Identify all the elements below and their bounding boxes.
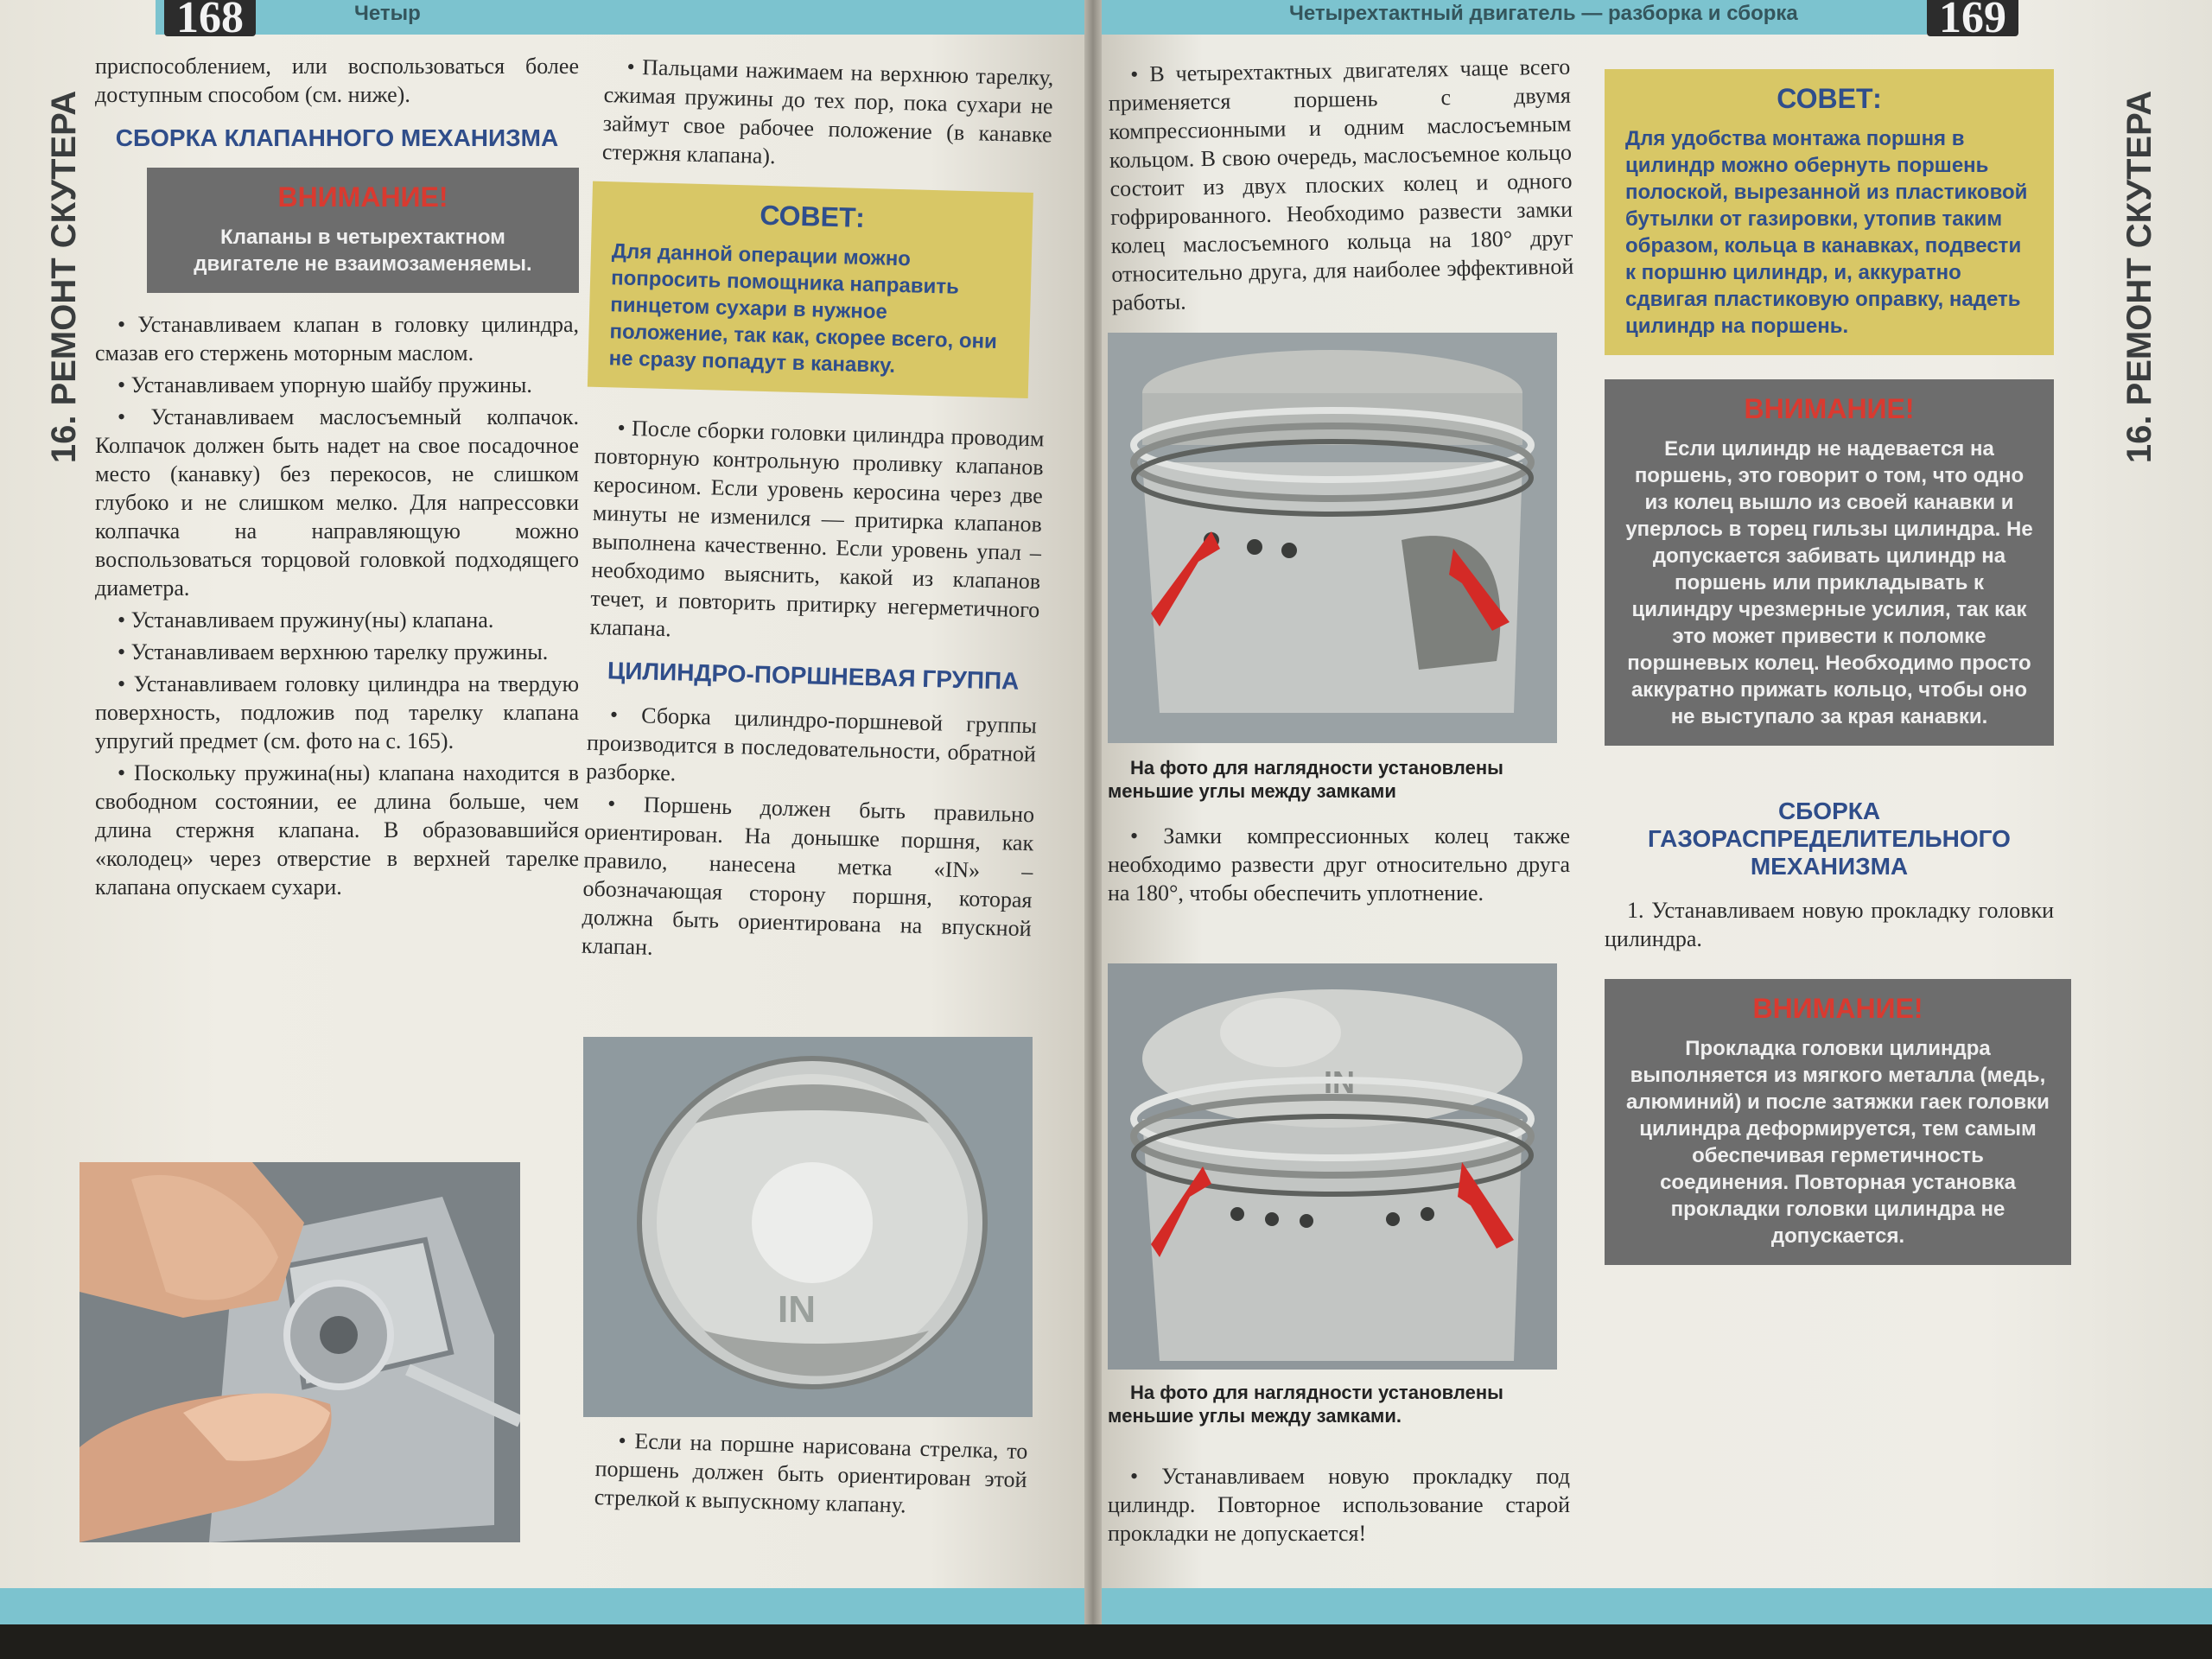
list-item: • Поскольку пружина(ны) клапана находится в свободном состоянии, ее длина больше, чем длина стержня клапана. В образовавшийся «колодец» через отверстие в верхней тарелке клапана опускаем сухари. <box>95 759 579 901</box>
tip-text: Для данной операции можно попросить помощника направить пинцетом сухари в нужное положение, так как, скорее всего, они не сразу попадут в канавку. <box>608 239 998 378</box>
paragraph: • После сборки головки цилиндра проводим повторную контрольную проливку клапанов керосином. Если уровень керосина через две минуты не изменился — притирка клапанов выполнена качественно. Если уровень упал – необходимо выяснить, какой из клапанов течет, и повторить притирку негерметичного клапана. <box>589 413 1045 653</box>
valve-assembly-photo <box>79 1162 520 1542</box>
tip-box <box>1605 69 2054 355</box>
section-heading: СБОРКА КЛАПАННОГО МЕХАНИЗМА <box>115 124 559 151</box>
left-side-tab <box>35 52 95 501</box>
warning-box <box>147 168 579 293</box>
list-item: • Устанавливаем упорную шайбу пружины. <box>95 371 579 399</box>
warning-title: ВНИМАНИЕ! <box>1744 393 1915 424</box>
right-column-1-bottom <box>1108 1381 1570 1551</box>
tip-box <box>588 181 1033 398</box>
piston-rings-photo-1 <box>1108 333 1557 743</box>
photo-caption: На фото для наглядности установлены меньшие углы между замками <box>1108 757 1503 802</box>
list-item: • Устанавливаем маслосъемный колпачок. Колпачок должен быть надет на свое посадочное место (канавку) без перекосов, не слишком глубоко и не слишком мелко. Для напрессовки колпачка на направляющую можно воспользоваться торцовой головкой подходящего диаметра. <box>95 403 579 602</box>
right-side-tab <box>2110 52 2171 501</box>
valve-photo-illustration <box>79 1162 520 1542</box>
piston-top-illustration <box>583 1037 1033 1417</box>
piston-top-photo <box>583 1037 1033 1417</box>
section-heading: ЦИЛИНДРО-ПОРШНЕВАЯ ГРУППА <box>607 657 1020 695</box>
list-item: • Устанавливаем пружину(ны) клапана. <box>95 606 579 634</box>
section-title-vertical: 16. РЕМОНТ СКУТЕРА <box>45 90 84 463</box>
paragraph: • Если на поршне нарисована стрелка, то поршень должен быть ориентирован этой стрелкой к выпускному клапану. <box>594 1426 1027 1522</box>
tip-title: СОВЕТ: <box>1777 83 1882 114</box>
warning-text: Прокладка головки цилиндра выполняется из мягкого металла (медь, алюминий) и после затяжки гаек головки цилиндра деформируется, тем самым обеспечивая герметичность соединения. Повторная установка прокладки головки цилиндра не допускается. <box>1626 1037 2050 1248</box>
list-item: • Устанавливаем клапан в головку цилиндра, смазав его стержень моторным маслом. <box>95 310 579 367</box>
section-title-vertical: 16. РЕМОНТ СКУТЕРА <box>2120 90 2159 463</box>
piston-rings-illustration-2 <box>1108 963 1557 1370</box>
piston-rings-illustration-1 <box>1108 333 1557 743</box>
right-header-bar <box>1090 0 1927 35</box>
left-column-2-bottom <box>594 1426 1028 1526</box>
right-page <box>1090 0 2212 1624</box>
list-item: • Устанавливаем верхнюю тарелку пружины. <box>95 638 579 666</box>
left-page <box>0 0 1093 1624</box>
warning-box <box>1605 379 2054 746</box>
tip-title: СОВЕТ: <box>759 199 866 233</box>
paragraph: • Устанавливаем новую прокладку под цилиндр. Повторное использование старой прокладки не допускается! <box>1108 1462 1570 1548</box>
warning-text: Клапаны в четырехтактном двигателе не взаимозаменяемы. <box>194 226 532 276</box>
paragraph: • Поршень должен быть правильно ориентирован. На донышке поршня, как правило, нанесена метка «IN» – обозначающая сторону поршня, которая должна быть ориентирована на впускной клапан. <box>581 789 1034 972</box>
warning-box <box>1605 979 2071 1265</box>
paragraph: 1. Устанавливаем новую прокладку головки цилиндра. <box>1605 898 2054 951</box>
right-column-2 <box>1605 69 2054 1265</box>
paragraph: • В четырехтактных двигателях чаще всего применяется поршень с двумя компрессионными и одним маслосъемным кольцом. В свою очередь, маслосъемное кольцо состоит из двух плоских колец и одного гофрированного. Необходимо развести замки колец маслосъемного кольца на 180° друг относительно друга, для наиболее эффективной работы. <box>1108 53 1574 317</box>
section-heading: СБОРКА ГАЗОРАСПРЕДЕЛИТЕЛЬНОГО МЕХАНИЗМА <box>1648 798 2011 880</box>
page-number-left: 168 <box>164 0 256 36</box>
warning-title: ВНИМАНИЕ! <box>1752 993 1923 1024</box>
left-footer-bar <box>0 1588 1093 1624</box>
right-column-1 <box>1108 53 1574 321</box>
in-mark: IN <box>1324 1065 1355 1100</box>
left-column-2 <box>581 52 1053 975</box>
paragraph: • Замки компрессионных колец также необходимо развести друг относительно друга на 180°, чтобы обеспечить уплотнение. <box>1108 822 1570 907</box>
right-footer-bar <box>1090 1588 2212 1624</box>
tip-text: Для удобства монтажа поршня в цилиндр можно обернуть поршень полоской, вырезанной из пластиковой бутылки от газировки, утопив таким образом, кольца в канавках, подвести к поршню цилиндр, и, аккуратно сдвигая пластиковую оправку, надеть цилиндр на поршень. <box>1625 127 2028 338</box>
warning-title: ВНИМАНИЕ! <box>277 181 448 213</box>
list-item: • Устанавливаем головку цилиндра на твердую поверхность, подложив под тарелку клапана упругий предмет (см. фото на с. 165). <box>95 670 579 755</box>
paragraph: • Пальцами нажимаем на верхнюю тарелку, сжимая пружины до тех пор, пока сухари не займут свое рабочее положение (в канавке стержня клапана). <box>602 52 1054 178</box>
book-spine-gutter <box>1084 0 1102 1624</box>
page-number-right: 169 <box>1927 0 2018 36</box>
right-running-header: Четырехтактный двигатель — разборка и сборка <box>1289 2 1798 25</box>
piston-rings-photo-2 <box>1108 963 1557 1370</box>
paragraph: • Сборка цилиндро-поршневой группы производится в последовательности, обратной разборке. <box>586 700 1037 798</box>
left-column-1 <box>95 52 579 905</box>
right-column-1-mid <box>1108 756 1570 911</box>
left-header-bar <box>156 0 1093 35</box>
in-mark: IN <box>778 1288 816 1331</box>
warning-text: Если цилиндр не надевается на поршень, это говорит о том, что одно из колец вышло из своей канавки и уперлось в торец гильзы цилиндра. Не допускается забивать цилиндр на поршень или прикладывать к цилиндру чрезмерные усилия, так как это может привести к поломке поршневых колец. Необходимо просто аккуратно прижать кольцо, чтобы оно не выступало за края канавки. <box>1625 437 2033 728</box>
paragraph: приспособлением, или воспользоваться более доступным способом (см. ниже). <box>95 54 579 107</box>
left-running-header: Четыр <box>354 2 421 25</box>
photo-caption: На фото для наглядности установлены меньшие углы между замками. <box>1108 1382 1503 1427</box>
